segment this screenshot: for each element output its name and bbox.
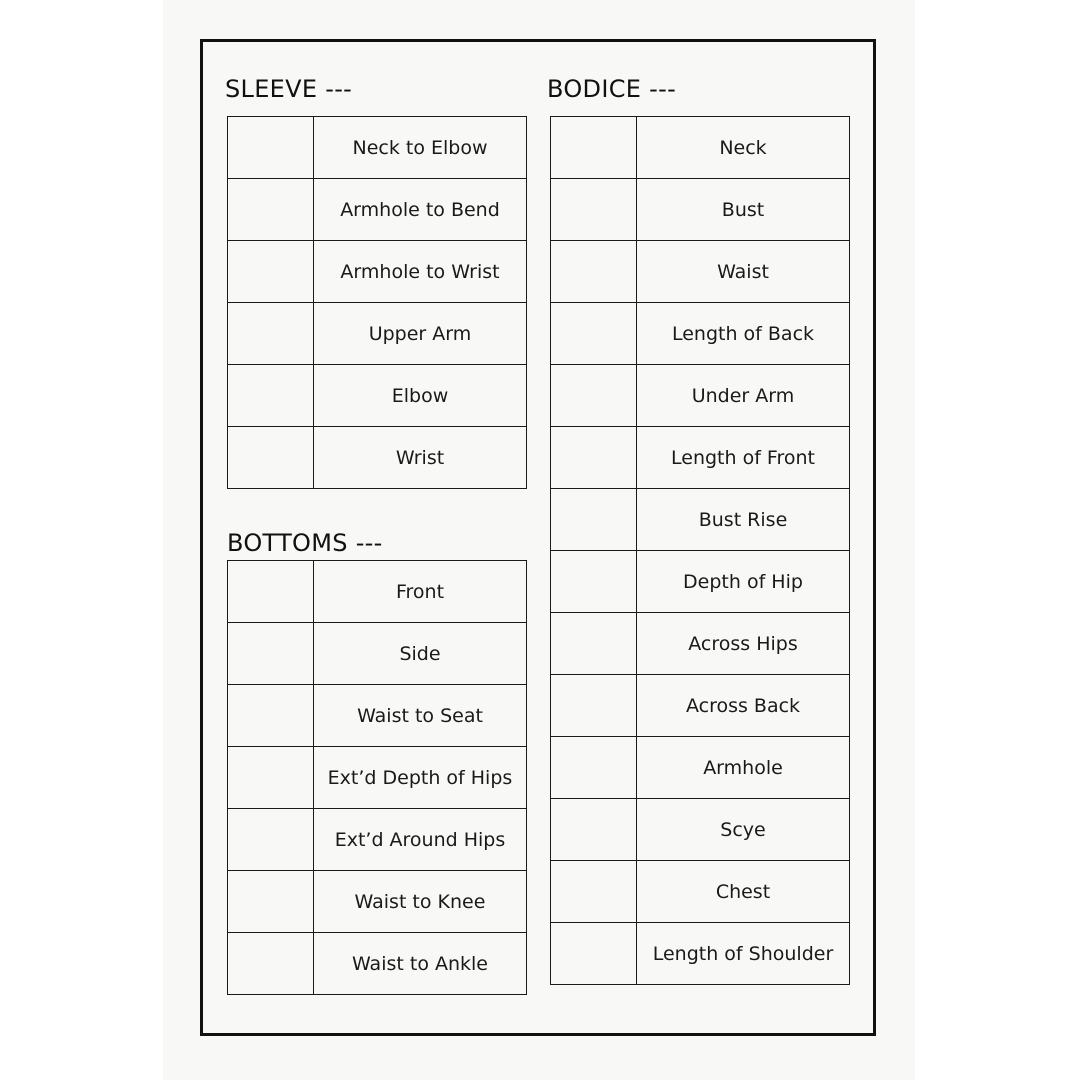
sleeve-title: SLEEVE --- bbox=[225, 75, 353, 103]
measurement-row bbox=[228, 303, 527, 365]
measurement-value-field[interactable] bbox=[551, 799, 637, 861]
bottoms-title: BOTTOMS --- bbox=[227, 529, 383, 557]
measurement-row bbox=[551, 117, 850, 179]
measurement-label: Waist to Knee bbox=[314, 871, 527, 933]
measurement-row bbox=[228, 871, 527, 933]
measurement-label: Bust bbox=[637, 179, 850, 241]
measurement-row bbox=[551, 675, 850, 737]
measurement-label: Waist to Ankle bbox=[314, 933, 527, 995]
measurement-label: Depth of Hip bbox=[637, 551, 850, 613]
measurement-row bbox=[551, 551, 850, 613]
measurement-row bbox=[551, 737, 850, 799]
measurement-value-field[interactable] bbox=[551, 675, 637, 737]
measurement-label: Neck to Elbow bbox=[314, 117, 527, 179]
measurement-value-field[interactable] bbox=[551, 427, 637, 489]
measurement-row bbox=[551, 613, 850, 675]
measurement-label: Across Back bbox=[637, 675, 850, 737]
measurement-value-field[interactable] bbox=[228, 427, 314, 489]
measurement-label: Armhole bbox=[637, 737, 850, 799]
measurement-row bbox=[551, 241, 850, 303]
measurement-row bbox=[228, 623, 527, 685]
measurement-row bbox=[551, 489, 850, 551]
measurement-row bbox=[551, 799, 850, 861]
measurement-label: Elbow bbox=[314, 365, 527, 427]
measurement-label: Neck bbox=[637, 117, 850, 179]
measurement-label: Front bbox=[314, 561, 527, 623]
measurement-label: Ext’d Around Hips bbox=[314, 809, 527, 871]
measurement-label: Bust Rise bbox=[637, 489, 850, 551]
measurement-row bbox=[228, 241, 527, 303]
bottoms-table bbox=[227, 560, 527, 995]
measurement-row bbox=[551, 861, 850, 923]
measurement-value-field[interactable] bbox=[551, 241, 637, 303]
bodice-title: BODICE --- bbox=[547, 75, 677, 103]
measurement-value-field[interactable] bbox=[228, 179, 314, 241]
measurement-value-field[interactable] bbox=[228, 747, 314, 809]
measurement-row bbox=[228, 747, 527, 809]
measurement-label: Ext’d Depth of Hips bbox=[314, 747, 527, 809]
measurement-label: Under Arm bbox=[637, 365, 850, 427]
measurement-row bbox=[228, 365, 527, 427]
measurement-value-field[interactable] bbox=[228, 871, 314, 933]
measurement-value-field[interactable] bbox=[228, 685, 314, 747]
measurement-value-field[interactable] bbox=[551, 551, 637, 613]
measurement-label: Armhole to Bend bbox=[314, 179, 527, 241]
measurement-value-field[interactable] bbox=[551, 737, 637, 799]
measurement-value-field[interactable] bbox=[551, 923, 637, 985]
measurement-label: Across Hips bbox=[637, 613, 850, 675]
measurement-value-field[interactable] bbox=[228, 303, 314, 365]
measurement-value-field[interactable] bbox=[228, 365, 314, 427]
measurement-value-field[interactable] bbox=[228, 241, 314, 303]
measurement-label: Length of Front bbox=[637, 427, 850, 489]
measurement-label: Scye bbox=[637, 799, 850, 861]
measurement-label: Waist bbox=[637, 241, 850, 303]
sleeve-table bbox=[227, 116, 527, 489]
measurement-row bbox=[228, 117, 527, 179]
measurement-row bbox=[228, 685, 527, 747]
measurement-value-field[interactable] bbox=[551, 489, 637, 551]
measurement-label: Length of Shoulder bbox=[637, 923, 850, 985]
measurement-value-field[interactable] bbox=[228, 623, 314, 685]
measurement-row bbox=[551, 427, 850, 489]
measurement-row bbox=[228, 809, 527, 871]
measurement-label: Side bbox=[314, 623, 527, 685]
measurement-value-field[interactable] bbox=[551, 613, 637, 675]
measurement-value-field[interactable] bbox=[228, 117, 314, 179]
measurement-value-field[interactable] bbox=[551, 861, 637, 923]
measurement-value-field[interactable] bbox=[228, 933, 314, 995]
measurement-label: Length of Back bbox=[637, 303, 850, 365]
measurement-value-field[interactable] bbox=[228, 809, 314, 871]
measurement-label: Armhole to Wrist bbox=[314, 241, 527, 303]
measurement-label: Chest bbox=[637, 861, 850, 923]
measurement-row bbox=[228, 427, 527, 489]
measurement-row bbox=[551, 303, 850, 365]
measurement-row bbox=[228, 179, 527, 241]
measurement-row bbox=[551, 365, 850, 427]
measurement-value-field[interactable] bbox=[551, 303, 637, 365]
measurement-row bbox=[551, 923, 850, 985]
measurement-label: Upper Arm bbox=[314, 303, 527, 365]
measurement-row bbox=[551, 179, 850, 241]
measurement-value-field[interactable] bbox=[228, 561, 314, 623]
measurement-value-field[interactable] bbox=[551, 365, 637, 427]
measurement-value-field[interactable] bbox=[551, 179, 637, 241]
bodice-table bbox=[550, 116, 850, 985]
measurement-label: Waist to Seat bbox=[314, 685, 527, 747]
measurement-value-field[interactable] bbox=[551, 117, 637, 179]
measurement-label: Wrist bbox=[314, 427, 527, 489]
measurement-row bbox=[228, 561, 527, 623]
measurement-row bbox=[228, 933, 527, 995]
